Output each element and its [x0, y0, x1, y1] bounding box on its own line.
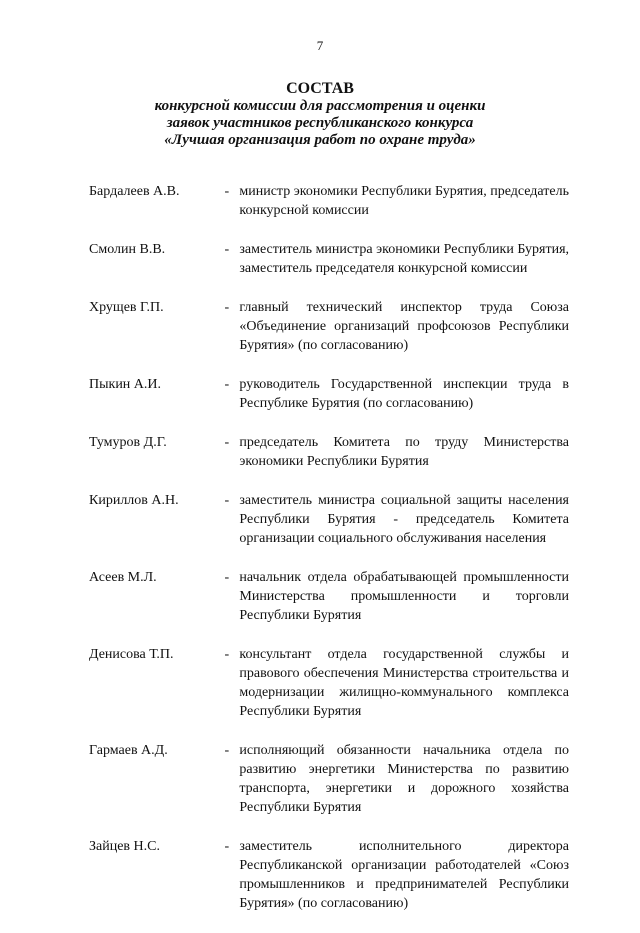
member-role: заместитель министра социальной защиты населения Республики Бурятия - председатель Комитета организации социального обслуживания населения [239, 493, 569, 546]
member-dash: - [224, 743, 230, 758]
member-dash: - [224, 242, 230, 257]
title-line-1: конкурсной комиссии для рассмотрения и оценки [154, 98, 486, 114]
member-row [89, 375, 569, 413]
member-dash: - [224, 839, 230, 854]
member-role: главный технический инспектор труда Союза «Объединение организаций профсоюзов Республики Бурятия» (по согласованию) [239, 300, 569, 353]
member-dash: - [224, 377, 230, 392]
title-line-3: «Лучшая организация работ по охране труда» [164, 132, 476, 148]
member-row [89, 837, 569, 913]
member-role: заместитель исполнительного директора Республиканской организации работодателей «Союз промышленников и предпринимателей Республики Бурятия» (по согласованию) [239, 839, 569, 911]
member-role: консультант отдела государственной службы и правового обеспечения Министерства строительства и модернизации жилищно-коммунального комплекса Республики Бурятия [239, 647, 569, 719]
page-number: 7 [316, 38, 324, 53]
member-row [89, 433, 569, 471]
member-dash: - [224, 570, 230, 585]
member-name: Тумуров Д.Г. [89, 435, 167, 450]
document-title [0, 80, 640, 149]
member-role: заместитель министра экономики Республики Бурятия, заместитель председателя конкурсной комиссии [239, 242, 570, 276]
member-role: председатель Комитета по труду Министерства экономики Республики Бурятия [239, 435, 569, 469]
member-dash: - [224, 300, 230, 315]
member-name: Хрущев Г.П. [89, 300, 164, 315]
member-role: исполняющий обязанности начальника отдела по развитию энергетики Министерства по развитию транспорта, энергетики и дорожного хозяйства Республики Бурятия [239, 743, 569, 815]
member-name: Денисова Т.П. [89, 647, 174, 662]
member-row [89, 645, 569, 721]
member-name: Асеев М.Л. [89, 570, 157, 585]
member-name: Гармаев А.Д. [89, 743, 168, 758]
member-name: Зайцев Н.С. [89, 839, 160, 854]
title-heading: СОСТАВ [286, 80, 354, 97]
member-name: Кириллов А.Н. [89, 493, 179, 508]
member-dash: - [224, 435, 230, 450]
member-row [89, 741, 569, 817]
title-line-2: заявок участников республиканского конкурса [166, 115, 474, 131]
member-row [89, 182, 569, 220]
member-row [89, 298, 569, 355]
member-role: руководитель Государственной инспекции труда в Республике Бурятия (по согласованию) [239, 377, 569, 411]
member-row [89, 568, 569, 625]
member-name: Смолин В.В. [89, 242, 166, 257]
member-dash: - [224, 493, 230, 508]
member-list [89, 182, 569, 933]
member-row [89, 240, 569, 278]
member-role: начальник отдела обрабатывающей промышленности Министерства промышленности и торговли Республики Бурятия [239, 570, 569, 623]
member-dash: - [224, 647, 230, 662]
member-row [89, 491, 569, 548]
member-name: Пыкин А.И. [89, 377, 162, 392]
member-name: Бардалеев А.В. [89, 184, 180, 199]
member-role: министр экономики Республики Бурятия, председатель конкурсной комиссии [239, 184, 569, 218]
member-dash: - [224, 184, 230, 199]
